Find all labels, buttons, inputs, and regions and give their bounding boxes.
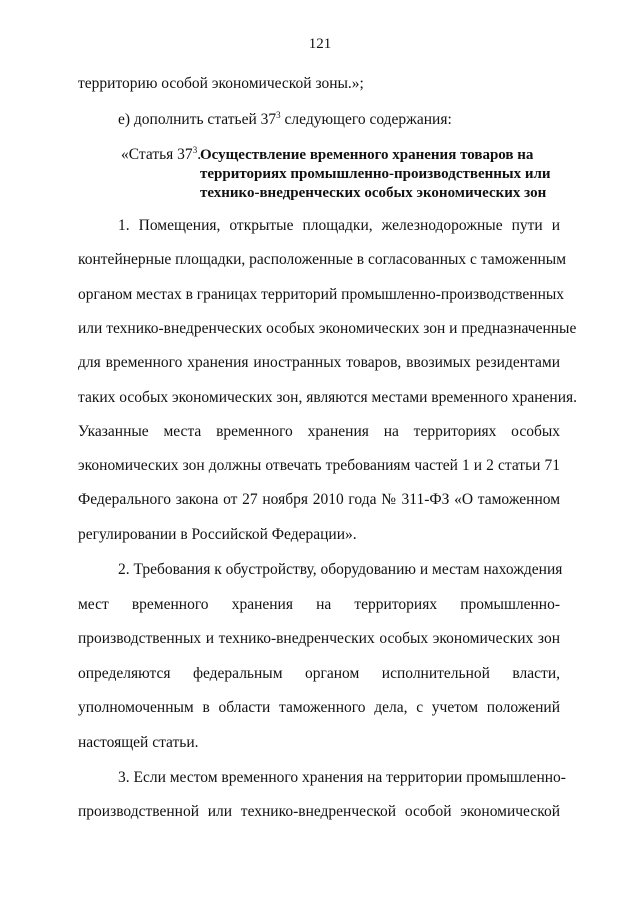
text-line: 2. Требования к обустройству, оборудованию и местам нахождения xyxy=(118,561,563,578)
article-heading-line: территориях промышленно-производственных или xyxy=(200,166,551,182)
text-line: уполномоченным в области таможенного дела, с учетом положений xyxy=(78,699,560,716)
text-span: . xyxy=(197,146,202,163)
superscript: 3 xyxy=(192,145,198,155)
text-line: таких особых экономических зон, являются местами временного хранения. xyxy=(78,389,578,406)
text-line: Федерального закона от 27 ноября 2010 года № 311-ФЗ «О таможенном xyxy=(78,491,560,508)
text-line: территорию особой экономической зоны.»; xyxy=(78,75,364,92)
text-line: настоящей статьи. xyxy=(78,734,199,751)
text-line: 3. Если местом временного хранения на территории промышленно- xyxy=(118,769,566,786)
text-line xyxy=(118,110,452,130)
superscript: 3 xyxy=(276,110,281,120)
text-span: «Статья 37 xyxy=(121,146,193,163)
article-heading-prefix xyxy=(121,145,201,165)
article-heading-line: технико-внедренческих особых экономических зон xyxy=(200,185,547,201)
text-line: для временного хранения иностранных товаров, ввозимых резидентами xyxy=(78,354,560,371)
text-line: регулировании в Российской Федерации». xyxy=(78,526,357,543)
text-line: экономических зон должны отвечать требованиям частей 1 и 2 статьи 71 xyxy=(78,457,560,474)
text-line: производственных и технико-внедренческих особых экономических зон xyxy=(78,630,560,647)
text-line: мест временного хранения на территориях промышленно- xyxy=(78,596,560,613)
page-number: 121 xyxy=(308,36,332,52)
text-span: е) дополнить статьей 37 xyxy=(118,111,277,128)
text-line: контейнерные площадки, расположенные в согласованных с таможенным xyxy=(78,251,567,268)
text-span: следующего содержания: xyxy=(280,111,452,128)
text-line: органом местах в границах территорий промышленно-производственных xyxy=(78,286,565,303)
text-line: 1. Помещения, открытые площадки, железнодорожные пути и xyxy=(118,217,560,234)
text-line: производственной или технико-внедренческой особой экономической xyxy=(78,803,560,820)
article-heading-line: Осуществление временного хранения товаров на xyxy=(200,147,534,163)
text-line: определяются федеральным органом исполнительной власти, xyxy=(78,665,560,682)
text-line: Указанные места временного хранения на территориях особых xyxy=(78,423,560,440)
text-line: или технико-внедренческих особых экономических зон и предназначенные xyxy=(78,320,577,337)
